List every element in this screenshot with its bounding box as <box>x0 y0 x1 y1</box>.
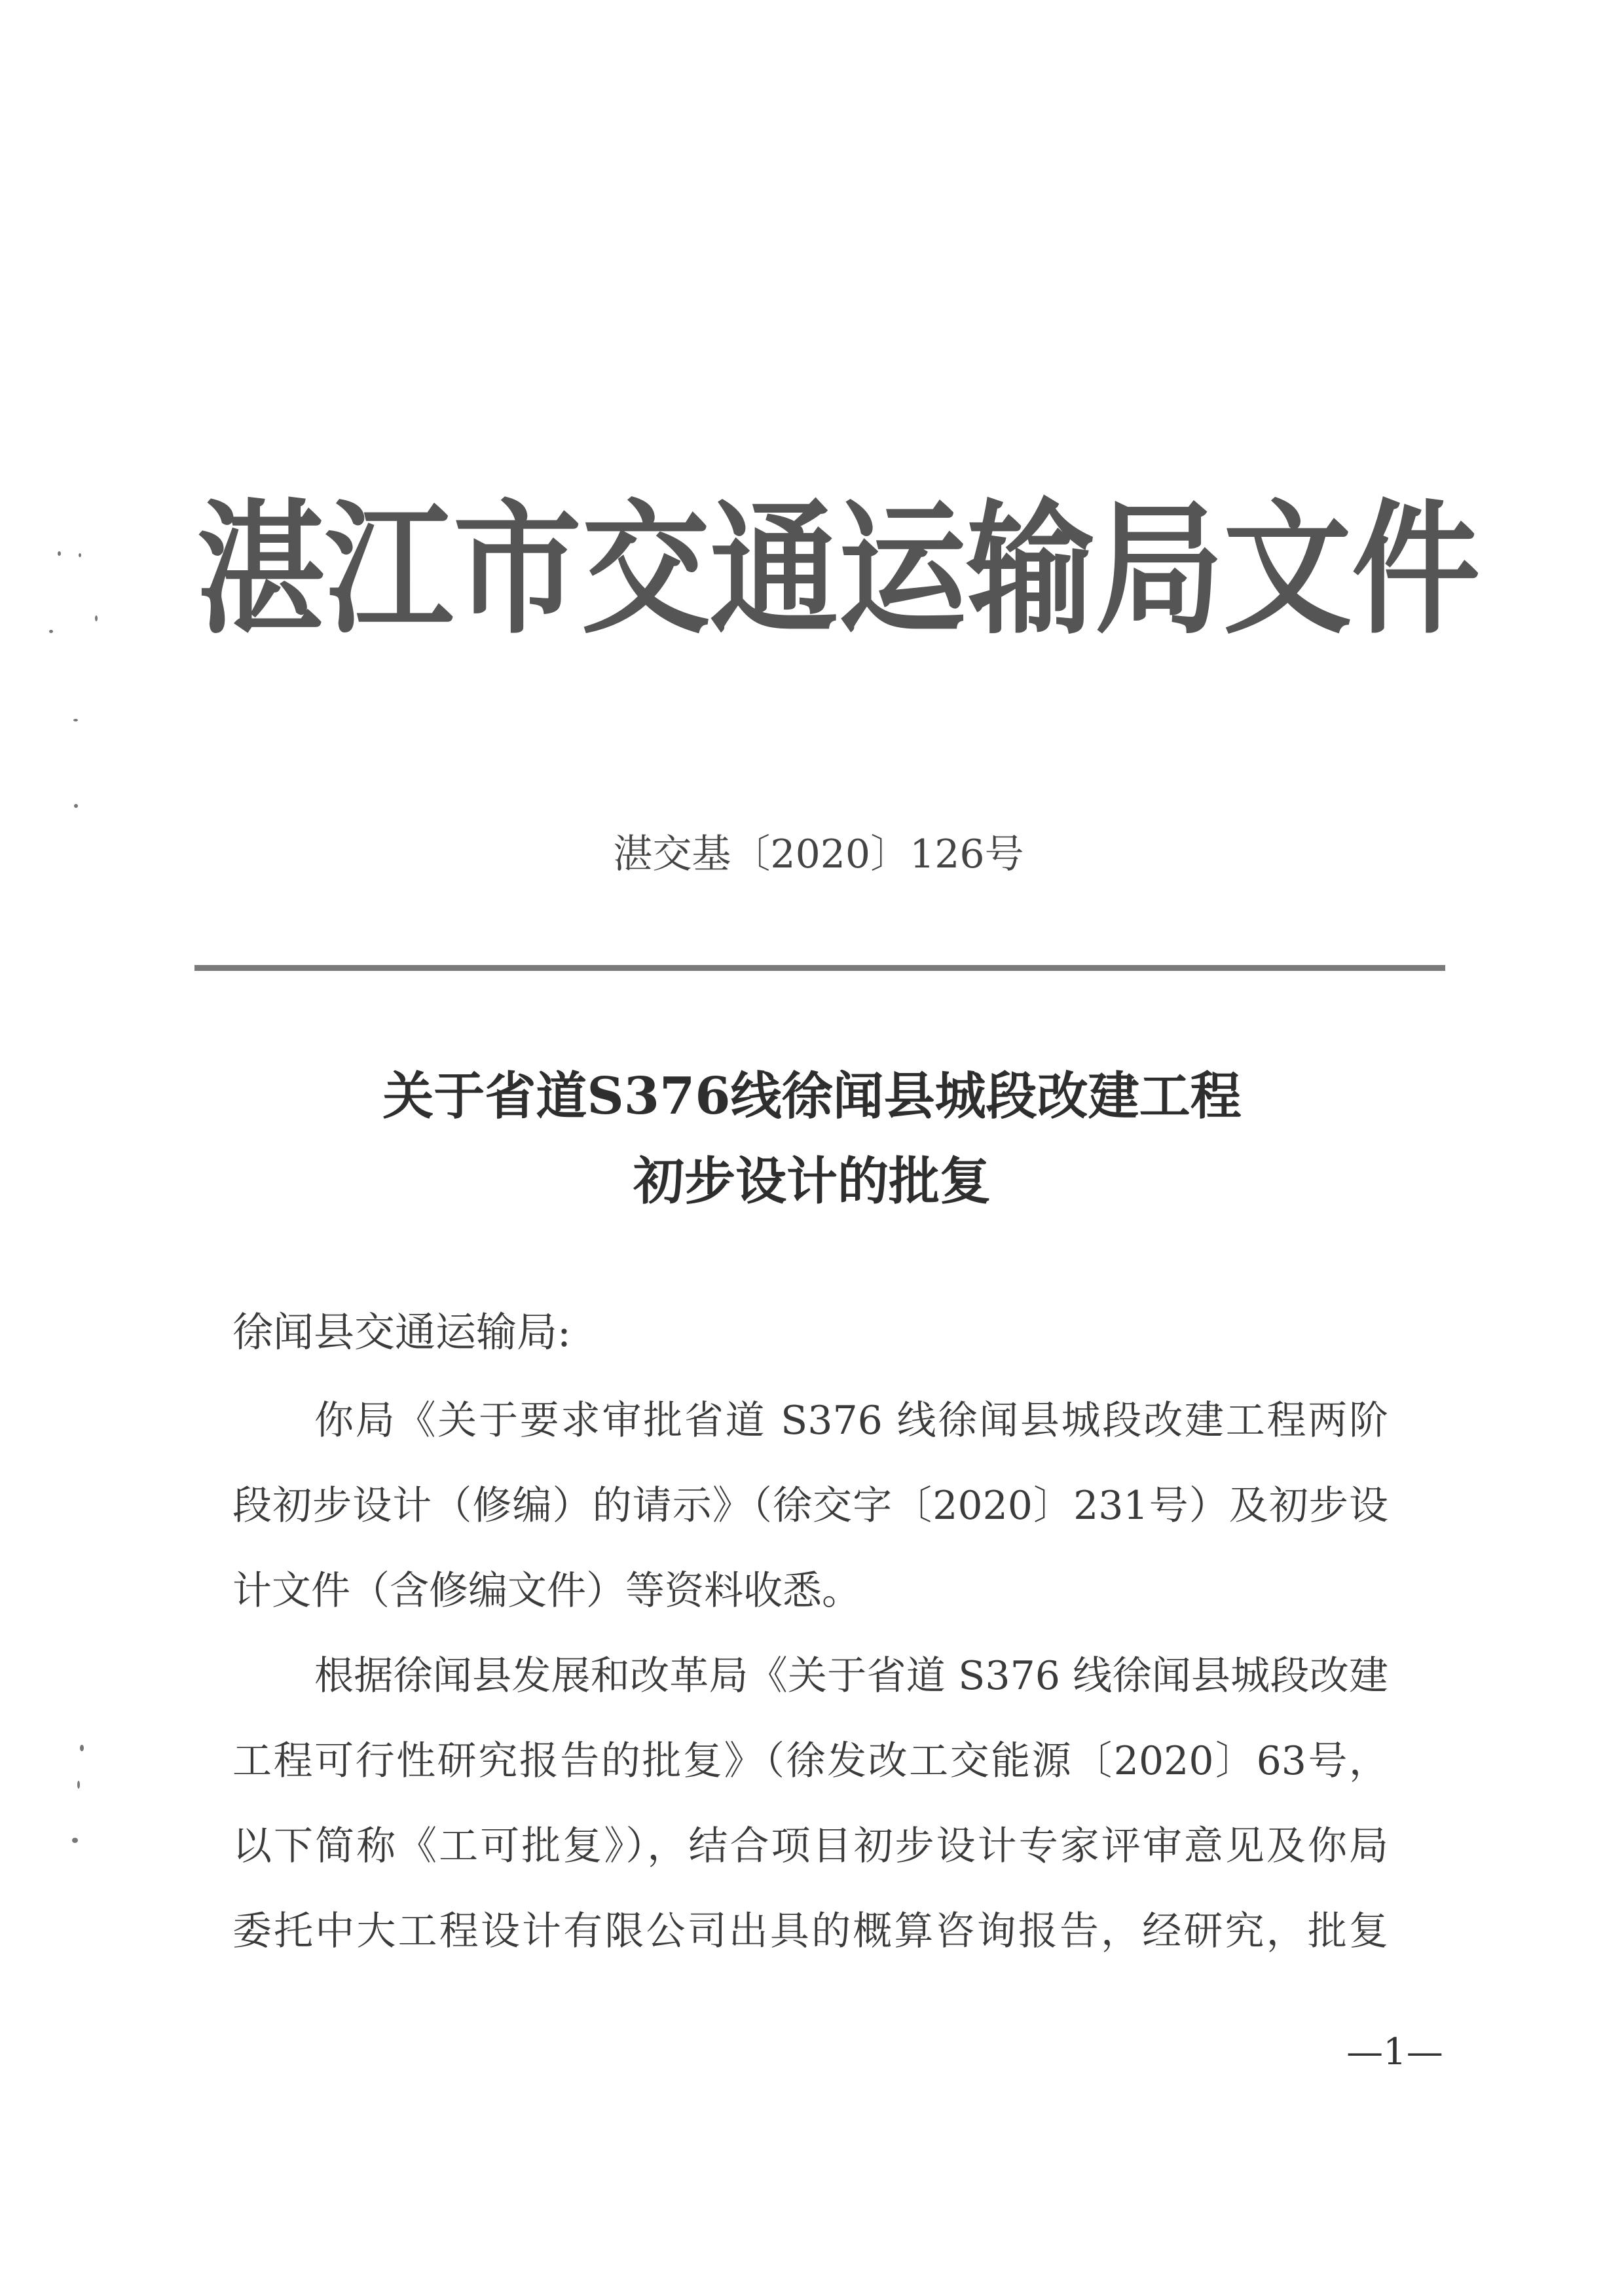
scan-speck <box>73 719 78 721</box>
body-line: 计文件（含修编文件）等资料收悉。 <box>232 1568 861 1614</box>
scan-speck <box>72 1838 78 1843</box>
scan-speck <box>79 553 81 557</box>
body-line: 根据徐闻县发展和改革局《关于省道 S376 线徐闻县城段改建 <box>314 1653 1388 1699</box>
page-number: —1— <box>1346 2031 1443 2073</box>
body-line: 段初步设计（修编）的请示》（徐交字〔2020〕231号）及初步设 <box>232 1483 1388 1529</box>
body-line: 委托中大工程设计有限公司出具的概算咨询报告，经研究，批复 <box>232 1908 1388 1954</box>
issuer-header: 湛江市交通运输局文件 <box>196 485 1481 654</box>
scan-speck <box>74 804 78 808</box>
body-line: 工程可行性研究报告的批复》（徐发改工交能源〔2020〕63号， <box>232 1738 1388 1784</box>
scan-speck <box>77 1781 80 1789</box>
addressee: 徐闻县交通运输局: <box>232 1308 571 1356</box>
scan-speck <box>95 615 98 621</box>
scan-speck <box>49 630 53 633</box>
body-line: 你局《关于要求审批省道 S376 线徐闻县城段改建工程两阶 <box>314 1398 1388 1444</box>
scan-speck <box>58 551 61 556</box>
body-line: 以下简称《工可批复》），结合项目初步设计专家评审意见及你局 <box>232 1823 1388 1869</box>
scan-speck <box>80 1745 84 1751</box>
document-title-line-1: 关于省道S376线徐闻县城段改建工程 <box>382 1066 1242 1126</box>
header-divider <box>194 965 1445 971</box>
document-title-line-2: 初步设计的批复 <box>633 1152 991 1211</box>
document-number: 湛交基〔2020〕126号 <box>613 831 1024 877</box>
